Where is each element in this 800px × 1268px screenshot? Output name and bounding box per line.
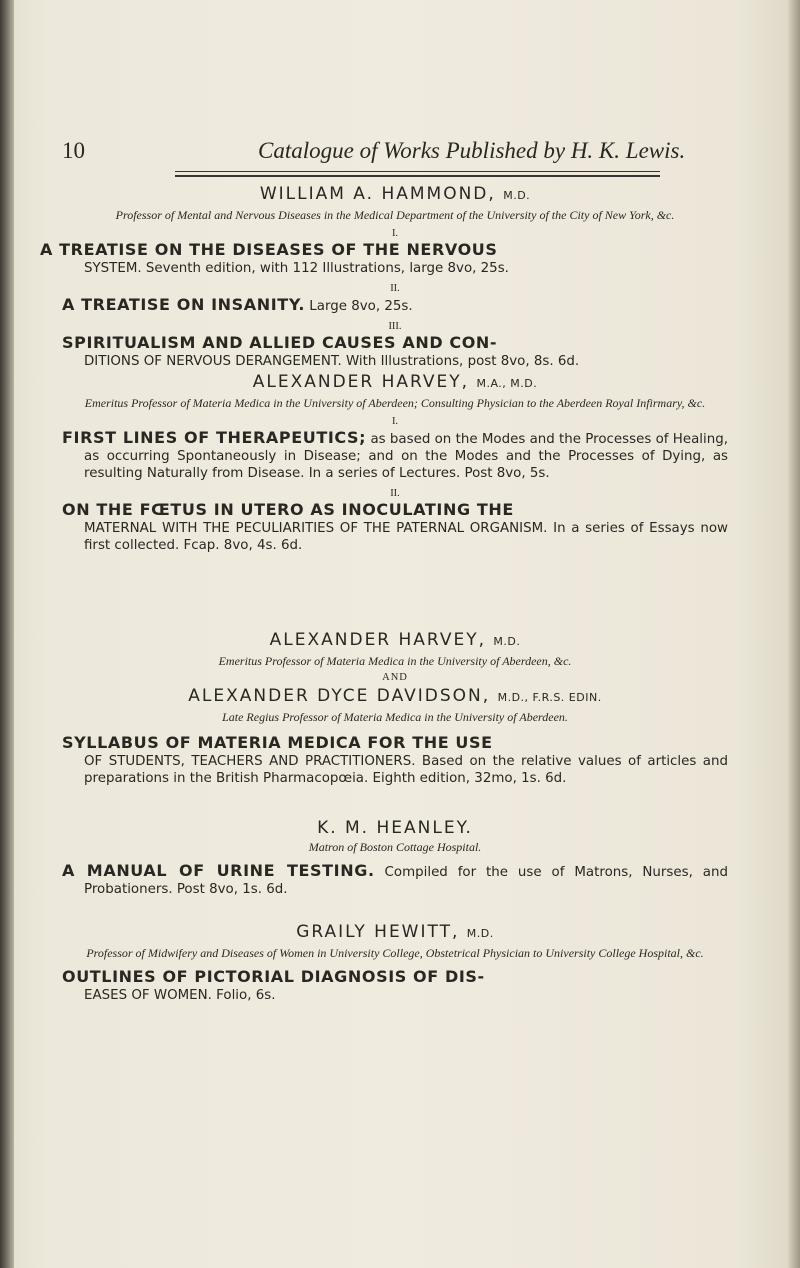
and-separator: AND	[382, 672, 408, 683]
author-section-hewitt	[62, 922, 728, 1004]
page-edge	[788, 0, 800, 1268]
work-entry: SYLLABUS OF MATERIA MEDICA FOR THE USE OF STUDENTS, TEACHERS AND PRACTITIONERS. Based on the relative values of articles and preparations in the British Pharmacopœia. Eighth edition, 32mo, 1s. 6d.	[62, 733, 728, 786]
author-section-heanley	[62, 818, 728, 898]
work-numeral: III.	[388, 321, 402, 332]
work-numeral: I.	[391, 416, 399, 427]
work-numeral: II.	[390, 283, 400, 294]
page-number: 10	[62, 138, 85, 163]
running-title: Catalogue of Works Published by H. K. Lewis.	[258, 138, 686, 163]
work-entry: A MANUAL OF URINE TESTING. Compiled for the use of Matrons, Nurses, and Probationers. Post 8vo, 1s. 6d.	[62, 861, 728, 897]
work-entry: OUTLINES OF PICTORIAL DIAGNOSIS OF DIS- EASES OF WOMEN. Folio, 6s.	[62, 967, 485, 1003]
author-section-harvey-davidson	[62, 630, 728, 787]
author-section-hammond	[40, 184, 728, 370]
author-name-second: ALEXANDER DYCE DAVIDSON, M.D., F.R.S. EDIN.	[188, 686, 602, 706]
author-section-harvey	[62, 372, 728, 554]
work-entry: A TREATISE ON INSANITY. Large 8vo, 25s.	[62, 295, 413, 314]
author-description: Professor of Mental and Nervous Diseases in the Medical Department of the University of the City of New York, &c.	[115, 208, 675, 222]
page-header	[50, 138, 750, 168]
author-description: Professor of Midwifery and Diseases of Women in University College, Obstetrical Physician to University College Hospital, &c.	[86, 946, 704, 960]
author-description-second: Late Regius Professor of Materia Medica in the University of Aberdeen.	[222, 710, 568, 724]
header-rule	[175, 171, 660, 172]
author-name: K. M. HEANLEY.	[317, 818, 473, 838]
author-description: Emeritus Professor of Materia Medica in the University of Aberdeen, &c.	[218, 654, 572, 668]
author-name: WILLIAM A. HAMMOND, M.D.	[259, 184, 531, 204]
work-entry: A TREATISE ON THE DISEASES OF THE NERVOUS SYSTEM. Seventh edition, with 112 Illustrations, large 8vo, 25s.	[40, 240, 509, 276]
work-numeral: I.	[391, 228, 399, 239]
header-rule-thick	[175, 175, 660, 177]
author-description: Emeritus Professor of Materia Medica in the University of Aberdeen; Consulting Physician to the Aberdeen Royal Infirmary, &c.	[84, 396, 706, 410]
book-binding-edge	[0, 0, 14, 1268]
work-entry: ON THE FŒTUS IN UTERO AS INOCULATING THE MATERNAL WITH THE PECULIARITIES OF THE PATERNAL ORGANISM. In a series of Essays now first collected. Fcap. 8vo, 4s. 6d.	[62, 500, 728, 553]
author-name: GRAILY HEWITT, M.D.	[296, 922, 494, 942]
author-name: ALEXANDER HARVEY, M.A., M.D.	[252, 372, 538, 392]
author-description: Matron of Boston Cottage Hospital.	[308, 840, 482, 854]
work-entry: SPIRITUALISM AND ALLIED CAUSES AND CON- DITIONS OF NERVOUS DERANGEMENT. With Illustrations, post 8vo, 8s. 6d.	[62, 333, 580, 369]
work-numeral: II.	[390, 488, 400, 499]
author-name: ALEXANDER HARVEY, M.D.	[269, 630, 521, 650]
work-entry: FIRST LINES OF THERAPEUTICS; as based on the Modes and the Processes of Healing, as occurring Spontaneously in Disease; and on the Modes and the Processes of Dying, as resulting Naturally from Disease. In a series of Lectures. Post 8vo, 5s.	[62, 428, 728, 481]
